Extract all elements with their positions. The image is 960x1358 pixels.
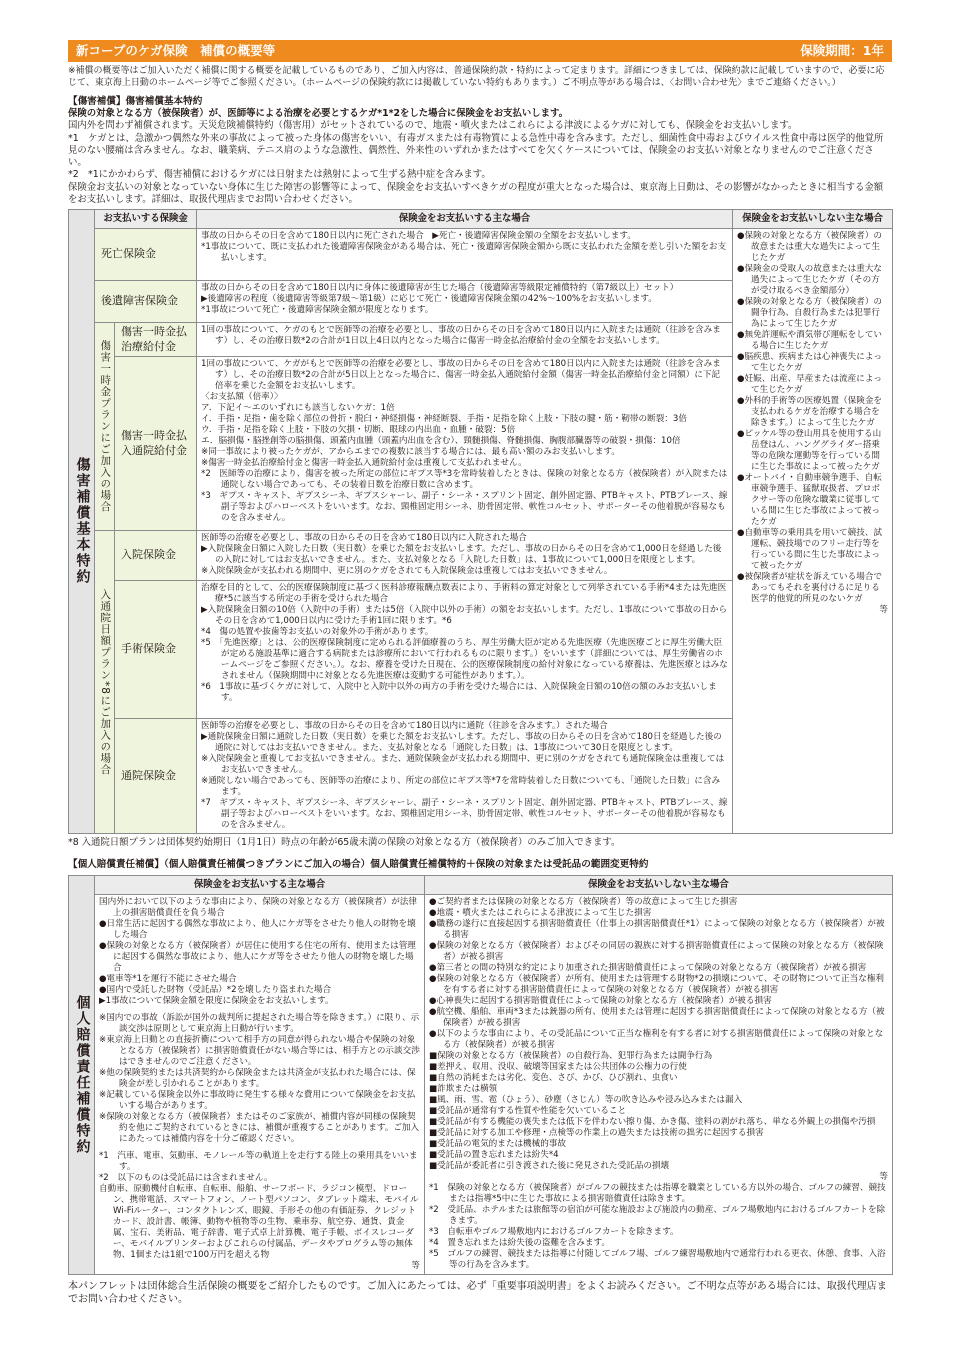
liability-unpaid-line: ■風、雨、雪、雹（ひょう）、砂塵（さじん）等の吹き込みや浸み込みまたは漏入: [429, 1094, 743, 1105]
liability-unpaid-note: *4 置き忘れまたは紛失後の盗難を含みます。: [429, 1237, 610, 1248]
benefit-line: ▶通院保険金日額に通院した日数（実日数）を乗じた額をお支払いします。ただし、事故の日からその日を含めて180日を経過した後の通院に対してはお支払いできません。また、支払対象となる「通院した日数」は、1事故について30日を限度とします。: [201, 732, 722, 753]
benefit-line: ※入院保険金が支払われる期間中、更に別のケガをされても入院保険金は重複してはお支払いできません。: [201, 566, 613, 576]
liability-vertical-label: 個人賠償責任補償特約: [69, 875, 95, 1274]
liability-unpaid-line: ●保険の対象となる方（被保険者）が所有、使用または管理する財物*2の損壊について、その財物について正当な権利を有する者に対する損害賠償責任によって保険の対象となる方（被保険者）が被る損害: [429, 973, 885, 995]
liability-unpaid-line: ●ご契約者または保険の対象となる方（被保険者）等の故意によって生じた損害: [429, 896, 738, 907]
liability-paid-line: ●保険の対象となる方（被保険者）が居住に使用する住宅の所有、使用または管理に起因する偶然な事故により、他人にケガ等をさせたり他人の財物を壊した場合: [99, 940, 416, 973]
header-title: 新コープのケガ保険 補償の概要等: [76, 42, 276, 58]
unpaid-item: ●外科的手術等の医療処置（保険金を支払われるケガを治療する場合を除きます。）によって生じたケガ: [737, 396, 883, 428]
liability-paid-line: 国内外において以下のような事由により、保険の対象となる方（被保険者）が法律上の損害賠償責任を負う場合: [99, 896, 417, 918]
liability-unpaid-line: ●職務の遂行に直接起因する損害賠償責任（仕事上の損害賠償責任*1）によって保険の対象となる方（被保険者）が被る損害: [429, 918, 885, 940]
liability-paid-line: ※東京海上日動との直接折衝について相手方の同意が得られない場合や保険の対象となる方（被保険者）に損害賠償責任がない場合等には、相手方との示談交渉はできませんのでご注意ください。: [99, 1034, 420, 1067]
document-page: [68, 40, 892, 1307]
liability-unpaid-line: ■保険の対象となる方（被保険者）の自殺行為、犯罪行為または闘争行為: [429, 1050, 713, 1061]
unpaid-item: ●オートバイ・自動車競争選手、自転車競争選手、猛獣取扱者、プロボクサー等の危険な職業に従事している間に生じた事故によって被ったケガ: [737, 473, 882, 527]
injury-section: [68, 96, 892, 206]
intro-note: ※補償の概要等はご加入いただく補償に関する概要を記載しているものであり、ご加入内容は、普通保険約款・特約によって定まります。詳細につきましては、保険約款に記載していますので、必要に応じて、東京海上日動のホームページ等でご参照ください。（ホームページの保険約款には掲載していない特約もあります。）ご不明点等がある場合は、〈お問い合わせ先〉までご連絡ください。）: [68, 66, 885, 88]
liability-unpaid-line: ●航空機、船舶、車両*3または銃器の所有、使用または管理に起因する損害賠償責任によって保険の対象となる方（被保険者）が被る損害: [429, 1006, 885, 1028]
injury-lead: 保険の対象となる方（被保険者）が、医師等による治療を必要とするケガ*1*2をした場合に保険金をお支払いします。: [68, 108, 569, 120]
benefit-line: *7 ギプス・キャスト、ギプスシーネ、ギプスシャーレ、副子・シーネ・スプリント固定、創外固定器、PTBキャスト、PTBブレース、線副子等およびハローベストをいいます。なお、頸椎固定用シーネ、肋骨固定帯、軟性コルセット、サポーターその他着脱が容易なものを含みません。: [201, 798, 728, 830]
insurance-period: 保険期間：1年: [800, 42, 884, 58]
benefit-line: ▶入院保険金日額に入院した日数（実日数）を乗じた額をお支払いします。ただし、事故の日からその日を含めて1,000日を経過した後の入院に対してはお支払いできません。また、支払対象となる「入院した日数」は、1事故について1,000日を限度とします。: [201, 544, 722, 565]
liability-unpaid-line: ●心神喪失に起因する損害賠償責任によって保険の対象となる方（被保険者）が被る損害: [429, 995, 772, 1006]
liability-paid-line: ※国内での事故（訴訟が国外の裁判所に提起された場合等を除きます。）に限り、示談交渉は原則として東京海上日動が行います。: [99, 1012, 420, 1034]
benefit-line: *1事故について、既に支払われた後遺障害保険金がある場合は、死亡・後遺障害保険金額から既に支払われた金額を差し引いた額をお支払いします。: [201, 242, 727, 263]
lump-sum-plan-label: 傷害一時金プランにご加入の場合: [95, 323, 115, 531]
benefit-line: ウ．手指・足指を除く上肢・下肢の欠損・切断、眼球の内出血・血腫・破裂：5倍: [201, 425, 516, 435]
unpaid-item: ●保険の対象となる方（被保険者）の闘争行為、自殺行為または犯罪行為によって生じたケガ: [737, 297, 883, 329]
hospital-benefit-label: 入院保険金: [115, 531, 197, 581]
injury-table: [68, 209, 893, 834]
benefit-line: *1事故について死亡・後遺障害保険金額が限度となります。: [201, 305, 434, 315]
liability-paid-line: ●日常生活に起因する偶然な事故により、他人にケガ等をさせたり他人の財物を壊した場合: [99, 918, 416, 940]
liability-unpaid-line: ●第三者との間の特別な約定により加重された損害賠償責任によって保険の対象となる方（被保険者）が被る損害: [429, 962, 867, 973]
liability-unpaid-line: ■受託品が委託者に引き渡された後に発見された受託品の損壊: [429, 1160, 670, 1171]
liability-unpaid-line: ■自然の消耗または劣化、変色、さび、かび、ひび割れ、虫食い: [429, 1072, 678, 1083]
benefit-line: *6 1事故に基づくケガに対して、入院中と入院中以外の両方の手術を受けた場合には、入院保険金日額の10倍の額のみお支払いします。: [201, 682, 717, 703]
daily-plan-label: 入通院日額プラン*8にご加入の場合: [95, 531, 115, 834]
injury-vertical-label: 傷害補償基本特約: [69, 209, 95, 833]
surgery-benefit-cases: [197, 581, 733, 719]
disability-benefit-cases: [197, 281, 733, 323]
injury-unpaid-list: [737, 231, 888, 605]
benefit-line: イ．手指・足指・歯を除く部位の骨折・脱臼・神経損傷・神経断裂、手指・足指を除く上肢・下肢の腱・筋・靭帯の断裂：3倍: [201, 414, 687, 424]
liability-unpaid-line: ■差押え、収用、没収、破壊等国家または公共団体の公権力の行使: [429, 1061, 687, 1072]
liability-unpaid-list: [429, 897, 888, 1172]
liability-unpaid-cell: [425, 894, 893, 1274]
injury-line: *2 *1にかかわらず、傷害補償におけるケガには日射または熱射によって生ずる熱中症を含みます。: [68, 169, 491, 181]
lump-hospital-label: 傷害一時金払入通院給付金: [115, 357, 197, 531]
benefit-line: *4 傷の処置や抜歯等お支払いの対象外の手術があります。: [201, 627, 434, 637]
benefit-line: 1回の事故について、ケガのもとで医師等の治療を必要とし、事故の日からその日を含めて180日以内に入院または通院（往診を含みます）し、その治療日数*2の合計が1日以上4日以内となった場合に傷害一時金払治療給付金の全額をお支払いします。: [201, 325, 721, 346]
injury-unpaid-etc: 等: [879, 605, 889, 615]
liability-unpaid-note: *2 受託品、ホテルまたは旅館等の宿泊が可能な施設および施設内の動産、ゴルフ場敷地内におけるゴルフカートを除きます。: [429, 1204, 886, 1226]
head-payment-type: お支払いする保険金: [95, 209, 197, 228]
liability-paid-line: *1 汽車、電車、気動車、モノレール等の軌道上を走行する陸上の乗用具をいいます。: [99, 1150, 418, 1172]
unpaid-item: ●妊娠、出産、早産または流産によって生じたケガ: [737, 374, 883, 395]
disability-benefit-label: 後遺障害保険金: [95, 281, 197, 323]
liability-unpaid-notes: [429, 1183, 888, 1271]
benefit-line: 事故の日からその日を含めて180日以内に死亡された場合 ▶死亡・後遺障害保険金額の全額をお支払いします。: [201, 231, 636, 241]
liability-paid-line: ※記載している保険金以外に事故時に発生する様々な費用について保険金をお支払いする場合があります。: [99, 1089, 416, 1111]
liability-section: [68, 859, 892, 871]
outpatient-benefit-cases: [197, 719, 733, 834]
injury-line: 保険金お支払いの対象となっていない身体に生じた障害の影響等によって、保険金をお支払いすべきケガの程度が重大となった場合は、東京海上日動は、その影響がなかったときに相当する金額をお支払いします。詳細は、取扱代理店までお問い合わせください。: [68, 181, 884, 205]
liability-unpaid-note: *3 自転車やゴルフ場敷地内におけるゴルフカートを除きます。: [429, 1226, 679, 1237]
benefit-line: ア．下記イ～エのいずれにも該当しないケガ：1倍: [201, 403, 395, 413]
benefit-line: ▶後遺障害の程度（後遺障害等級第7級～第1級）に応じて死亡・後遺障害保険金額の42%～100%をお支払いします。: [201, 294, 657, 304]
liability-head-paid: 保険金をお支払いする主な場合: [95, 875, 425, 894]
liability-unpaid-line: ●地震・噴火またはこれらによる津波によって生じた損害: [429, 907, 652, 918]
liability-unpaid-line: ●以下のような事由により、その受託品について正当な権利を有する者に対する損害賠償責任によって保険の対象となる方（被保険者）が被る損害: [429, 1028, 884, 1050]
liability-paid-list: [99, 897, 420, 1261]
benefit-line: *5 「先進医療」とは、公的医療保険制度に定められる評価療養のうち、厚生労働大臣が定める先進医療（先進医療ごとに厚生労働大臣が定める施設基準に適合する病院または診療所において行われるものに限ります。）をいいます（詳細については、厚生労働省のホームページをご参照ください。）。なお、療養を受けた日現在、公的医療保険制度の給付対象になっている療養は、先進医療とはみなされません（保険期間中に対象となる先進医療は変動する可能性があります。）。: [201, 638, 728, 681]
head-unpaid-cases: 保険金をお支払いしない主な場合: [733, 209, 893, 228]
benefit-line: ▶入院保険金日額の10倍（入院中の手術）または5倍（入院中以外の手術）の額をお支払いします。ただし、1事故について事故の日からその日を含めて1,000日以内に受けた手術1回に限ります。*6: [201, 605, 728, 626]
liability-unpaid-line: ●保険の対象となる方（被保険者）およびその同居の親族に対する損害賠償責任によって保険の対象となる方（被保険者）が被る損害: [429, 940, 884, 962]
unpaid-item: ●脳疾患、疾病または心神喪失によって生じたケガ: [737, 352, 883, 373]
liability-paid-line: 自動車、原動機付自転車、自転車、船舶、サーフボード、ラジコン模型、ドローン、携帯電話、スマートフォン、ノート型パソコン、タブレット端末、モバイルWi-Fiルーター、コンタクトレンズ、眼鏡、手形その他の有価証券、クレジットカード、設計書、帳簿、動物や植物等の生物、乗車券、航空券、通貨、貴金属、宝石、美術品、電子辞書、電子式卓上計算機、電子手帳、ボイスレコーダー、モバイルプリンターおよびこれらの付属品、データやプログラム等の無体物、1個または1組で100万円を超える物: [99, 1183, 419, 1260]
injury-lines: [68, 120, 892, 206]
benefit-line: 〈お支払額（倍率）〉: [201, 392, 283, 402]
liability-unpaid-line: ■受託品が通常有する性質や性能を欠いていること: [429, 1105, 627, 1116]
header-bar: [68, 40, 892, 62]
unpaid-item: ●被保険者が症状を訴えている場合であってもそれを裏付けるに足りる医学的他覚的所見のないケガ: [737, 572, 883, 604]
liability-unpaid-note: *5 ゴルフの練習、競技または指導に付随してゴルフ場、ゴルフ練習場敷地内で通常行われる更衣、休憩、食事、入浴等の行為を含みます。: [429, 1248, 886, 1270]
benefit-line: *2 医師等の治療により、傷害を被った所定の部位にギプス等*3を常時装着したときは、保険の対象となる方（被保険者）が入院または通院しない場合であっても、その装着日数を治療日数に含めます。: [201, 469, 728, 490]
liability-paid-line: ※他の保険契約または共済契約から保険金または共済金が支払われた場合には、保険金が差し引かれることがあります。: [99, 1067, 416, 1089]
head-paid-cases: 保険金をお支払いする主な場合: [197, 209, 733, 228]
liability-paid-line: ●国内で受託した財物（受託品）*2を壊したり盗まれた場合: [99, 984, 332, 995]
benefit-line: ※傷害一時金払治療給付金と傷害一時金払入通院給付金は重複して支払われません。: [201, 458, 527, 468]
benefit-line: 事故の日からその日を含めて180日以内に身体に後遺障害が生じた場合（後遺障害等級限定補償特約（第7級以上）セット）: [201, 283, 679, 293]
death-benefit-cases: [197, 229, 733, 281]
liability-paid-line: *2 以下のものは受託品には含まれません。: [99, 1172, 273, 1183]
benefit-line: 医師等の治療を必要とし、事故の日からその日を含めて180日以内に入院された場合: [201, 533, 527, 543]
unpaid-item: ●自動車等の乗用具を用いて競技、試運転、競技場でのフリー走行等を行っている間に生じた事故によって被ったケガ: [737, 528, 883, 571]
liability-unpaid-line: ■受託品の電気的または機械的事故: [429, 1138, 567, 1149]
hospital-benefit-cases: [197, 531, 733, 581]
liability-head-unpaid: 保険金をお支払いしない主な場合: [425, 875, 893, 894]
liability-unpaid-line: ■受託品の置き忘れまたは紛失*4: [429, 1149, 559, 1160]
unpaid-item: ●保険金の受取人の故意または重大な過失によって生じたケガ（その方が受け取るべき金額部分）: [737, 264, 883, 296]
liability-paid-etc: 等: [411, 1260, 420, 1271]
injury-line: 国内外を問わず補償されます。天災危険補償特約（傷害用）がセットされているので、地震・噴火またはこれらによる津波によるケガに対しても、保険金をお支払いします。: [68, 120, 798, 132]
unpaid-item: ●保険の対象となる方（被保険者）の故意または重大な過失によって生じたケガ: [737, 231, 883, 263]
unpaid-item: ●ピッケル等の登山用具を使用する山岳登はん、ハンググライダー搭乗等の危険な運動等を行っている間に生じた事故によって被ったケガ: [737, 429, 882, 472]
liability-section-title: 【個人賠償責任補償】（個人賠償責任補償つきプランにご加入の場合）個人賠償責任補償特約＋保険の対象または受託品の範囲変更特約: [68, 859, 649, 871]
benefit-line: *3 ギプス・キャスト、ギプスシーネ、ギプスシャーレ、副子・シーネ・スプリント固定、創外固定器、PTBキャスト、PTBブレース、線副子等およびハローベストをいいます。なお、頸椎固定用シーネ、肋骨固定帯、軟性コルセット、サポーターその他着脱が容易なものを含みません。: [201, 491, 728, 523]
outpatient-benefit-label: 通院保険金: [115, 719, 197, 834]
benefit-line: ※入院保険金と重複してお支払いできません。また、通院保険金が支払われる期間中、更に別のケガをされても通院保険金は重複してはお支払いできません。: [201, 754, 725, 775]
lump-hospital-cases: [197, 357, 733, 531]
unpaid-item: ●無免許運転や酒気帯び運転をしている場合に生じたケガ: [737, 330, 883, 351]
liability-unpaid-line: ■詐欺または横領: [429, 1083, 498, 1094]
injury-section-title: 【傷害補償】傷害補償基本特約: [68, 95, 203, 107]
lump-treatment-cases: [197, 323, 733, 357]
liability-unpaid-etc: 等: [879, 1171, 888, 1182]
liability-unpaid-line: ■受託品が有する機能の喪失または低下を伴わない擦り傷、かき傷、塗料の剥がれ落ち、単なる外観上の損傷や汚損: [429, 1116, 876, 1127]
benefit-line: ※同一事故により被ったケガが、アからエまでの複数に該当する場合には、最も高い額のみお支払いします。: [201, 447, 620, 457]
injury-line: *1 ケガとは、急激かつ偶然な外来の事故によって被った身体の傷害をいい、有毒ガスまたは有毒物質による急性中毒を含みます。ただし、細菌性食中毒およびウイルス性食中毒は医学的他覚所見のない腰痛は含みません。なお、職業病、テニス肩のような急激性、偶然性、外来性のいずれかまたはすべてを欠くケースについては、保険金のお支払い対象となりませんのでご注意ください。: [68, 132, 884, 169]
liability-paid-line: ▶1事故について保険金額を限度に保険金をお支払いします。: [99, 995, 334, 1006]
benefit-line: 1回の事故について、ケガがもとで医師等の治療を必要とし、事故の日からその日を含めて180日以内に入院または通院（往診を含みます）し、その治療日数*2の合計が5日以上となった場合に、傷害一時金払入通院給付金額（傷害一時金払治療給付金と同額）に下記倍率を乗じた金額をお支払いします。: [201, 359, 721, 391]
liability-paid-line: ●電車等*1を運行不能にさせた場合: [99, 973, 237, 984]
surgery-benefit-label: 手術保険金: [115, 581, 197, 719]
daily-plan-age-note: *8 入通院日額プランは団体契約始期日（1月1日）時点の年齢が65歳未満の保険の対象となる方（被保険者）のみご加入できます。: [68, 837, 621, 848]
footer-note: 本パンフレットは団体総合生活保険の概要をご紹介したものです。ご加入にあたっては、必ず「重要事項説明書」をよくお読みください。ご不明な点等がある場合には、取扱代理店までお問い合わせください。: [68, 1280, 887, 1306]
liability-paid-cell: [95, 894, 425, 1274]
liability-table: [68, 875, 893, 1275]
liability-unpaid-note: *1 保険の対象となる方（被保険者）がゴルフの競技または指導を職業としている方以外の場合、ゴルフの練習、競技または指導*5中に生じた事故による損害賠償責任は除きます。: [429, 1182, 886, 1204]
liability-paid-line: ※保険の対象となる方（被保険者）またはそのご家族が、補償内容が同様の保険契約を他にご契約されているときには、補償が重複することがあります。ご加入にあたっては補償内容を十分ご確認ください。: [99, 1111, 420, 1144]
injury-unpaid-cell: [733, 229, 893, 834]
death-benefit-label: 死亡保険金: [95, 229, 197, 281]
benefit-line: エ．脳損傷・脳挫創等の脳損傷、頭蓋内血腫（頭蓋内出血を含む）、頸髄損傷、脊髄損傷、胸腹部臓器等の破裂・損傷：10倍: [201, 436, 681, 446]
benefit-line: 治療を目的として、公的医療保険制度に基づく医科診療報酬点数表により、手術料の算定対象として列挙されている手術*4または先進医療*5に該当する所定の手術を受けられた場合: [201, 583, 727, 604]
lump-treatment-label: 傷害一時金払治療給付金: [115, 323, 197, 357]
benefit-line: ※通院しない場合であっても、医師等の治療により、所定の部位にギプス等*7を常時装着した日数についても、「通院した日数」に含みます。: [201, 776, 721, 797]
liability-unpaid-line: ■受託品に対する加工や修理・点検等の作業上の過失または技術の拙劣に起因する損害: [429, 1127, 764, 1138]
benefit-line: 医師等の治療を必要とし、事故の日からその日を含めて180日以内に通院（往診を含みます。）された場合: [201, 721, 608, 731]
